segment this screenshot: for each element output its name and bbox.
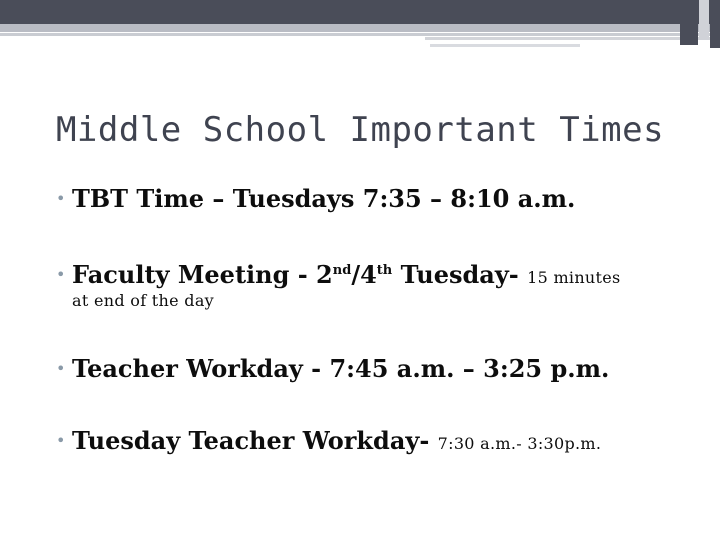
list-item-tbt-time xyxy=(56,185,696,213)
header-band-dark xyxy=(0,0,720,24)
item-note: 15 minutes xyxy=(527,268,621,287)
item-text: TBT Time – Tuesdays 7:35 – 8:10 a.m. xyxy=(72,184,576,213)
header-rule xyxy=(430,44,580,47)
header-rule xyxy=(0,33,720,36)
item-text: Teacher Workday - 7:45 a.m. – 3:25 p.m. xyxy=(72,354,610,383)
bullet-icon: • xyxy=(56,359,66,378)
item-text: Tuesday- xyxy=(392,260,519,289)
list-item-tuesday-workday xyxy=(56,427,696,458)
bullet-icon: • xyxy=(56,189,66,208)
bullet-icon: • xyxy=(56,431,66,450)
item-continuation: at end of the day xyxy=(72,291,215,310)
list-item-teacher-workday xyxy=(56,355,696,383)
slide-title: Middle School Important Times xyxy=(55,110,665,150)
ordinal-suffix: nd xyxy=(332,263,352,278)
corner-tab xyxy=(710,0,720,48)
item-note: 7:30 a.m.- 3:30p.m. xyxy=(437,434,602,453)
ordinal-suffix: th xyxy=(376,263,393,278)
corner-tab xyxy=(699,0,709,40)
item-text: Tuesday Teacher Workday- xyxy=(72,426,430,455)
item-text: /4 xyxy=(351,260,377,289)
bullet-icon: • xyxy=(56,265,66,284)
list-item-faculty-meeting xyxy=(56,257,696,292)
corner-tab xyxy=(680,0,698,45)
item-text: Faculty Meeting - 2 xyxy=(72,260,333,289)
header-rule xyxy=(425,37,720,40)
header-band-light xyxy=(0,24,720,32)
